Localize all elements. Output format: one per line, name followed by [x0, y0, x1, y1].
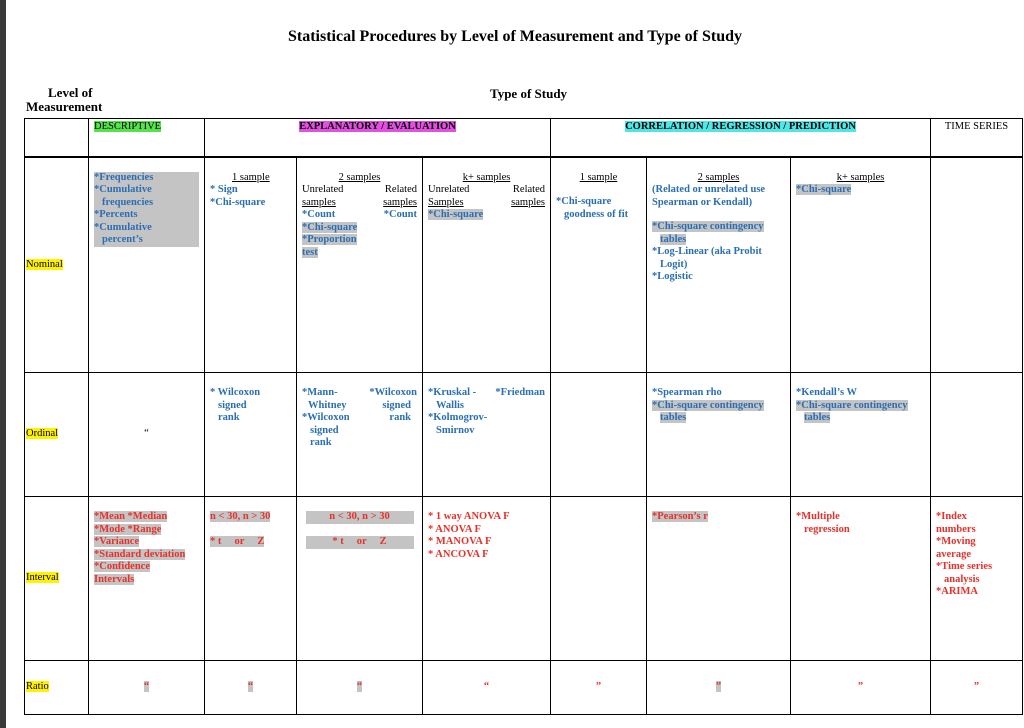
header-row — [25, 119, 1023, 157]
cell-heading: 1 sample — [232, 171, 270, 183]
ditto-mark: “ — [247, 681, 254, 693]
list-item: *Time series — [936, 561, 993, 572]
cell-heading: k+ samples — [836, 171, 885, 183]
level-label-line1: Level of — [48, 85, 93, 100]
interval-label-text: Interval — [26, 572, 59, 584]
interval-cor-1-sample — [551, 497, 647, 661]
subheading: Unrelated — [428, 184, 470, 195]
cell-heading: 1 sample — [579, 171, 618, 183]
interval-cor-k-samples — [791, 497, 931, 661]
header-explanatory — [205, 119, 551, 157]
subheading: Unrelated — [302, 184, 344, 195]
list-item: *Mean *Median — [94, 511, 168, 522]
list-item: *Index — [936, 511, 967, 522]
list-item: *Standard deviation — [94, 548, 186, 560]
list-item: analysis — [944, 573, 980, 585]
ordinal-exp-1-sample — [205, 373, 297, 497]
interval-exp-1-sample — [205, 497, 297, 661]
header-time-series — [931, 119, 1023, 157]
list-item: average — [936, 548, 971, 560]
nominal-time-series — [931, 157, 1023, 373]
level-label-line2: Measurement — [26, 99, 103, 114]
list-item: *Wilcoxon — [369, 387, 417, 398]
subheading: Related — [384, 184, 417, 195]
list-item: *Kruskal - — [428, 387, 477, 398]
ratio-exp-k-samples — [423, 661, 551, 715]
list-item: signed — [310, 424, 339, 436]
procedures-table — [24, 118, 1023, 715]
list-item: Smirnov — [436, 424, 475, 436]
cell-heading: 2 samples — [697, 171, 740, 183]
ordinal-cor-k-samples — [791, 373, 931, 497]
document-page — [6, 0, 1024, 728]
subheading: samples — [511, 196, 545, 208]
ordinal-cor-1-sample — [551, 373, 647, 497]
list-item: *Count — [302, 209, 336, 220]
time-series-header-text: TIME SERIES — [944, 121, 1009, 132]
interval-row — [25, 497, 1023, 661]
list-item: * ANCOVA F — [428, 548, 489, 560]
list-item: *Count — [383, 209, 417, 220]
list-item: Spearman or Kendall) — [652, 196, 753, 208]
list-item: *Cumulative — [94, 222, 199, 235]
list-item: *Chi-square contingency — [796, 399, 908, 411]
interval-time-series — [931, 497, 1023, 661]
cell-heading: k+ samples — [462, 171, 511, 183]
ordinal-exp-2-samples — [297, 373, 423, 497]
list-item: *Chi-square — [210, 196, 266, 208]
list-item: Whitney — [308, 399, 347, 411]
list-item: *Confidence — [94, 561, 150, 572]
subheading: samples — [302, 196, 336, 208]
type-of-study-label: Type of Study — [490, 86, 568, 101]
subheading: Related — [512, 184, 545, 195]
list-item: * t or Z — [210, 536, 265, 547]
list-item: frequencies — [94, 197, 199, 210]
list-item: tables — [660, 233, 687, 245]
ordinal-descriptive — [89, 373, 205, 497]
ratio-cor-2-samples — [647, 661, 791, 715]
list-item: * ANOVA F — [428, 523, 481, 535]
list-item: *Percents — [94, 209, 199, 222]
list-item: percent’s — [94, 234, 199, 247]
list-item: *Chi-square contingency — [652, 399, 764, 411]
ditto-mark: “ — [483, 681, 490, 693]
header-descriptive — [89, 119, 205, 157]
nominal-cor-1-sample — [551, 157, 647, 373]
nominal-cor-2-samples — [647, 157, 791, 373]
list-item: *Multiple — [796, 511, 840, 522]
level-label — [26, 86, 102, 114]
list-item: *Kolmogrov- — [428, 412, 488, 423]
ordinal-exp-k-samples — [423, 373, 551, 497]
ratio-cor-1-sample — [551, 661, 647, 715]
ordinal-label-text: Ordinal — [26, 428, 59, 440]
list-item: Logit) — [660, 258, 688, 270]
nominal-exp-2-samples — [297, 157, 423, 373]
list-item: * 1 way ANOVA F — [428, 511, 510, 522]
ratio-row — [25, 661, 1023, 715]
nominal-row — [25, 157, 1023, 373]
list-item: (Related or unrelated use — [652, 184, 766, 195]
correlation-header-text: CORRELATION / REGRESSION / PREDICTION — [625, 121, 856, 132]
ratio-label-text: Ratio — [26, 681, 49, 693]
list-item: * Sign — [210, 184, 238, 195]
ordinal-row — [25, 373, 1023, 497]
row-label-ordinal — [25, 373, 89, 497]
descriptive-header-text: DESCRIPTIVE — [94, 121, 162, 132]
list-item: *Wilcoxon — [302, 412, 350, 423]
list-item: *Proportion — [302, 234, 357, 245]
ratio-cor-k-samples — [791, 661, 931, 715]
ordinal-cor-2-samples — [647, 373, 791, 497]
row-label-interval — [25, 497, 89, 661]
list-item: goodness of fit — [564, 208, 629, 220]
nominal-exp-1-sample — [205, 157, 297, 373]
cell-heading: 2 samples — [338, 171, 381, 183]
list-item: *Chi-square contingency — [652, 221, 764, 232]
nominal-label-text: Nominal — [26, 258, 63, 270]
list-item: *Pearson’s r — [652, 511, 708, 522]
row-label-ratio — [25, 661, 89, 715]
list-item: * MANOVA F — [428, 536, 492, 547]
list-item: test — [302, 246, 318, 258]
list-item: *ARIMA — [936, 586, 978, 597]
nominal-exp-k-samples — [423, 157, 551, 373]
list-item: * t or Z — [306, 536, 414, 549]
list-item: *Moving — [936, 536, 976, 547]
list-item: *Friedman — [495, 387, 545, 398]
list-item: *Cumulative — [94, 184, 199, 197]
row-label-nominal — [25, 157, 89, 373]
list-item: rank — [389, 412, 411, 423]
list-item: *Mann- — [302, 387, 338, 398]
list-item: tables — [804, 412, 831, 423]
list-item: *Frequencies — [94, 172, 199, 185]
list-item: numbers — [936, 523, 976, 535]
list-item: *Chi-square — [428, 209, 484, 220]
ditto-mark: ” — [973, 681, 980, 693]
ratio-descriptive — [89, 661, 205, 715]
list-item: *Kendall’s W — [796, 387, 857, 398]
list-item: n < 30, n > 30 — [306, 511, 414, 524]
interval-exp-k-samples — [423, 497, 551, 661]
list-item: *Mode *Range — [94, 523, 162, 535]
ditto-mark: “ — [356, 681, 363, 693]
list-item: * Wilcoxon — [210, 387, 261, 398]
list-item: Intervals — [94, 573, 135, 585]
list-item: tables — [660, 412, 687, 423]
ordinal-time-series — [931, 373, 1023, 497]
list-item: rank — [218, 412, 240, 423]
list-item: signed — [218, 399, 247, 411]
list-item: *Variance — [94, 536, 140, 547]
ditto-mark: “ — [144, 428, 149, 440]
ditto-mark: ” — [595, 681, 602, 693]
ditto-mark: ” — [715, 681, 722, 693]
list-item: *Logistic — [652, 271, 693, 282]
interval-cor-2-samples — [647, 497, 791, 661]
header-corner — [25, 119, 89, 157]
header-correlation — [551, 119, 931, 157]
list-item: *Spearman rho — [652, 387, 722, 398]
list-item: n < 30, n > 30 — [210, 511, 271, 522]
ratio-exp-1-sample — [205, 661, 297, 715]
ratio-time-series — [931, 661, 1023, 715]
nominal-descriptive — [89, 157, 205, 373]
ditto-mark: “ — [143, 681, 150, 693]
page-title: Statistical Procedures by Level of Measurement and Type of Study — [287, 28, 743, 45]
ratio-exp-2-samples — [297, 661, 423, 715]
list-item: regression — [804, 523, 850, 535]
list-item: signed — [382, 399, 411, 411]
list-item: *Chi-square — [796, 184, 852, 195]
interval-exp-2-samples — [297, 497, 423, 661]
list-item: Wallis — [436, 399, 465, 411]
interval-descriptive — [89, 497, 205, 661]
list-item: *Chi-square — [556, 196, 612, 207]
list-item: *Log-Linear (aka Probit — [652, 246, 762, 257]
subheading: samples — [383, 196, 417, 208]
list-item: rank — [310, 437, 332, 448]
nominal-cor-k-samples — [791, 157, 931, 373]
explanatory-header-text: EXPLANATORY / EVALUATION — [299, 121, 456, 132]
ditto-mark: ” — [857, 681, 864, 693]
subheading: Samples — [428, 196, 464, 208]
list-item: *Chi-square — [302, 221, 358, 233]
